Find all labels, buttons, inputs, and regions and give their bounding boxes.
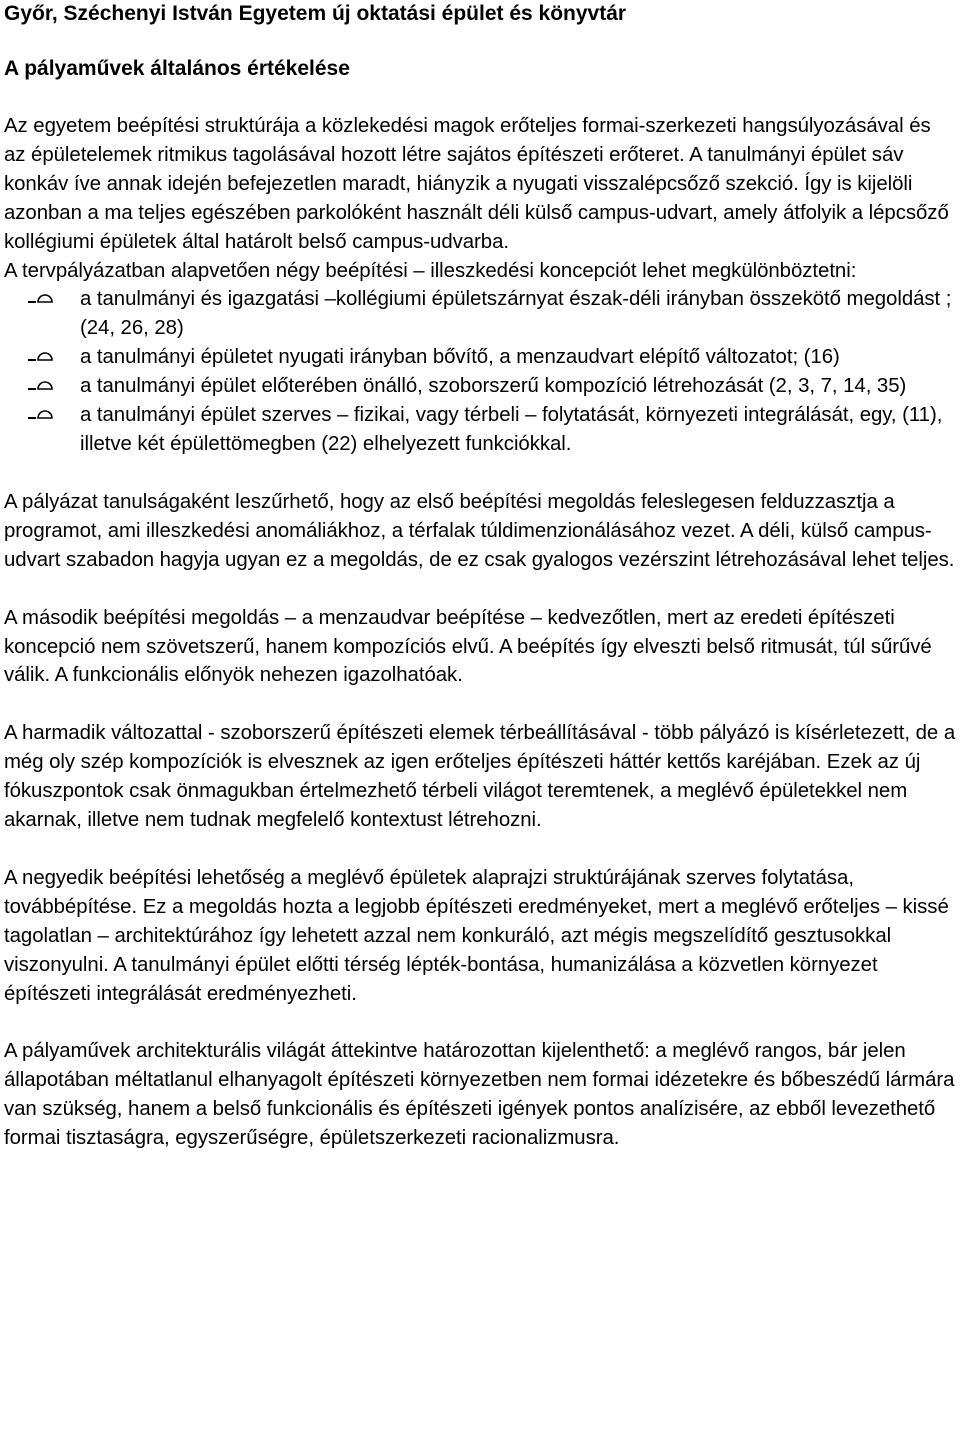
concept-list (4, 285, 956, 458)
list-item (4, 401, 956, 459)
body-paragraph: A negyedik beépítési lehetőség a meglévő épületek alaprajzi struktúrájának szerves folytatása, továbbépítése. Ez a megoldás hozta a legjobb építészeti eredményeket, mert a meglévő erőteljes – kissé tagolatlan – architektúrához így lehetett azzal nem konkuráló, azt mégis megszelídítő gesztusokkal viszonyulni. A tanulmányi épület előtti térség lépték-bontása, humanizálása a közvetlen környezet építészeti integrálását eredményezheti. (4, 866, 949, 1005)
bullet-icon (27, 348, 53, 366)
bullet-icon (27, 406, 53, 424)
bullet-icon (27, 290, 53, 308)
document-page (4, 0, 956, 1153)
body-paragraph: A pályaművek architekturális világát áttekintve határozottan kijelenthető: a meglévő rangos, bár jelen állapotában méltatlanul elhanyagolt építészeti környezetben nem formai idézetekre és bőbeszédű lármára van szükség, hanem a belső funkcionális és építészeti igények pontos analízisére, az ebből levezethető formai tisztaságra, egyszerűségre, épületszerkezeti racionalizmusra. (4, 1040, 955, 1150)
list-item-text: a tanulmányi épületet nyugati irányban bővítő, a menzaudvart elépítő változatot; (16) (80, 346, 840, 369)
list-item-text: a tanulmányi és igazgatási –kollégiumi épületszárnyat észak-déli irányban összekötő megoldást ; (24, 26, 28) (80, 288, 952, 340)
bullet-icon (27, 377, 53, 395)
section-heading: A pályaművek általános értékelése (4, 57, 350, 80)
document-title: Győr, Széchenyi István Egyetem új oktatási épület és könyvtár (4, 2, 627, 25)
intro-paragraph: Az egyetem beépítési struktúrája a közlekedési magok erőteljes formai-szerkezeti hangsúlyozásával és az épületelemek ritmikus tagolásával hozott létre sajátos építészeti erőteret. A tanulmányi épület sáv konkáv íve annak idején befejezetlen maradt, hiányzik a nyugati visszalépcsőző szekció. Így is kijelöli azonban a ma teljes egészében parkolóként használt déli külső campus-udvart, amely átfolyik a lépcsőző kollégiumi épületek által határolt belső campus-udvarba. (4, 115, 949, 253)
list-item-text: a tanulmányi épület szerves – fizikai, vagy térbeli – folytatását, környezeti integrálását, egy, (11), illetve két épülettömegben (22) elhelyezett funkciókkal. (80, 404, 943, 455)
list-item (4, 285, 956, 343)
list-item (4, 372, 956, 401)
list-item (4, 343, 956, 372)
list-item-text: a tanulmányi épület előterében önálló, szoborszerű kompozíció létrehozását (2, 3, 7, 14, 35) (80, 375, 907, 398)
body-paragraph: A második beépítési megoldás – a menzaudvar beépítése – kedvezőtlen, mert az eredeti építészeti koncepció nem szövetszerű, hanem kompozíciós elvű. A beépítés így elveszti belső ritmusát, túl sűrűvé válik. A funkcionális előnyök nehezen igazolhatóak. (4, 606, 932, 687)
body-paragraph: A harmadik változattal - szoborszerű építészeti elemek térbeállításával - több pályázó is kísérletezett, de a még oly szép kompozíciók is elvesznek az igen erőteljes építészeti háttér kettős karéjában. Ezek az új fókuszpontok csak önmagukban értelmezhető térbeli világot teremtenek, a meglévő épületekkel nem akarnak, illetve nem tudnak megfelelő kontextust létrehozni. (4, 722, 956, 832)
list-intro-paragraph: A tervpályázatban alapvetően négy beépítési – illeszkedési koncepciót lehet megkülönböztetni: (4, 259, 857, 282)
body-paragraph: A pályázat tanulságaként leszűrhető, hogy az első beépítési megoldás feleslegesen felduzzasztja a programot, ami illeszkedési anomáliákhoz, a térfalak túldimenzionálásához vezet. A déli, külső campus-udvart szabadon hagyja ugyan ez a megoldás, de ez csak gyalogos vezérszint létrehozásával lehet teljes. (4, 490, 955, 571)
